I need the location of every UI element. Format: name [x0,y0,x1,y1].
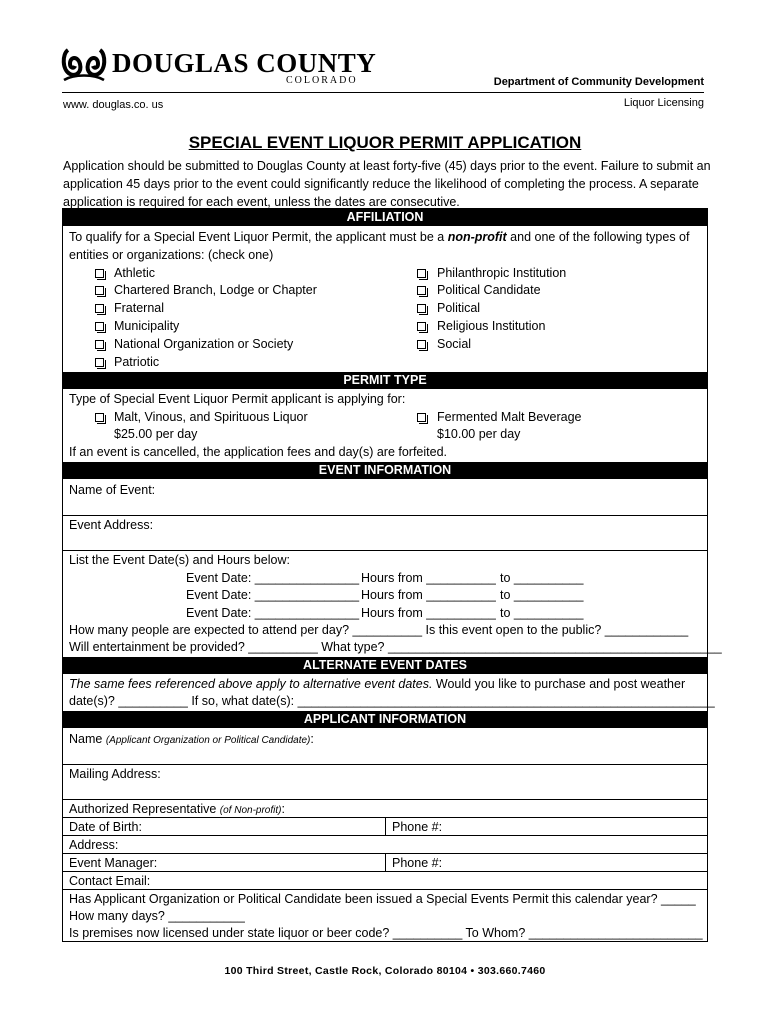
alternate-dates-question[interactable]: date(s)? __________ If so, what date(s): ____________________________________________________________ [69,694,715,708]
permit-cancel-note: If an event is cancelled, the application fees and day(s) are forfeited. [69,445,448,459]
option-political: Political [437,301,481,315]
checkbox-municipality[interactable] [95,322,104,331]
event-info-heading: EVENT INFORMATION [63,462,707,479]
authorized-rep-field[interactable]: Authorized Representative (of Non-profit): [69,802,285,816]
column-divider [385,853,386,871]
checkbox-patriotic[interactable] [95,358,104,367]
option-philanthropic: Philanthropic Institution [437,266,567,280]
permit-option-fermented-malt: Fermented Malt Beverage [437,410,582,424]
checkbox-philanthropic[interactable] [417,269,426,278]
mailing-address-field[interactable]: Mailing Address: [69,767,161,781]
event-date-field-2[interactable]: Event Date: _______________ [186,588,360,602]
application-form [62,208,722,942]
checkbox-malt-vinous-spirituous[interactable] [95,413,104,422]
intro-paragraph: Application should be submitted to Douglas County at least forty-five (45) days prior to the event. Failure to submit an application 45 days prior to the event could significantly reduce the likelihood of completing the process. A separate application is required for each event, unless the dates are consecutive. [63,159,711,209]
option-patriotic: Patriotic [114,355,160,369]
dob-field[interactable]: Date of Birth: [69,820,142,834]
alternate-dates-heading: ALTERNATE EVENT DATES [63,657,707,674]
county-logo-icon [60,44,108,84]
checkbox-religious[interactable] [417,322,426,331]
checkbox-political[interactable] [417,304,426,313]
affiliation-text-line2: entities or organizations: (check one) [69,248,274,262]
affiliation-text: To qualify for a Special Event Liquor Permit, the applicant must be a non-profit and one of the following types of [69,230,690,244]
checkbox-political-candidate[interactable] [417,286,426,295]
event-hours-from-1[interactable]: Hours from __________ [361,571,496,585]
applicant-info-heading: APPLICANT INFORMATION [63,711,707,728]
division-name: Liquor Licensing [623,97,704,109]
page-title: SPECIAL EVENT LIQUOR PERMIT APPLICATION [188,133,582,152]
department-name: Department of Community Development [493,76,704,88]
divider [63,835,707,836]
logo-name: DOUGLAS COUNTY [112,48,377,78]
premises-question[interactable]: Is premises now licensed under state liquor or beer code? __________ To Whom? _________________________ [69,926,703,940]
permit-type-prompt: Type of Special Event Liquor Permit applicant is applying for: [69,392,406,406]
event-date-field-1[interactable]: Event Date: _______________ [186,571,360,585]
phone-field-1[interactable]: Phone #: [392,820,443,834]
checkbox-national-org[interactable] [95,340,104,349]
checkbox-chartered[interactable] [95,286,104,295]
permit-issued-question[interactable]: Has Applicant Organization or Political Candidate been issued a Special Events Permit this calendar year? _____ [69,892,696,906]
contact-email-field[interactable]: Contact Email: [69,874,151,888]
event-name-field[interactable]: Name of Event: [69,483,156,497]
rep-address-field[interactable]: Address: [69,838,119,852]
checkbox-fraternal[interactable] [95,304,104,313]
logo-subtitle: COLORADO [286,75,358,86]
permit-type-heading: PERMIT TYPE [63,372,707,389]
divider [63,871,707,872]
event-dates-label: List the Event Date(s) and Hours below: [69,553,290,567]
divider [63,515,707,516]
affiliation-heading: AFFILIATION [63,209,707,226]
event-hours-from-3[interactable]: Hours from __________ [361,606,496,620]
event-manager-field[interactable]: Event Manager: [69,856,158,870]
website: www. douglas.co. us [63,99,164,111]
event-date-field-3[interactable]: Event Date: _______________ [186,606,360,620]
event-hours-from-2[interactable]: Hours from __________ [361,588,496,602]
entertainment-question[interactable]: Will entertainment be provided? __________ What type? ________________________________________________ [69,640,722,654]
permit-fee-malt-vinous: $25.00 per day [114,427,198,441]
event-hours-to-3[interactable]: to __________ [500,606,584,620]
attendance-question[interactable]: How many people are expected to attend per day? __________ Is this event open to the public? ____________ [69,623,689,637]
option-religious: Religious Institution [437,319,546,333]
days-question[interactable]: How many days? ___________ [69,909,245,923]
footer-address: 100 Third Street, Castle Rock, Colorado 80104 • 303.660.7460 [224,965,546,977]
option-fraternal: Fraternal [114,301,165,315]
checkbox-athletic[interactable] [95,269,104,278]
event-hours-to-1[interactable]: to __________ [500,571,584,585]
header-divider [62,92,704,93]
event-hours-to-2[interactable]: to __________ [500,588,584,602]
alternate-dates-text: The same fees referenced above apply to alternative event dates. Would you like to purchase and post weather [69,677,686,691]
option-chartered: Chartered Branch, Lodge or Chapter [114,283,317,297]
permit-option-malt-vinous: Malt, Vinous, and Spirituous Liquor [114,410,308,424]
option-political-candidate: Political Candidate [437,283,541,297]
phone-field-2[interactable]: Phone #: [392,856,443,870]
checkbox-social[interactable] [417,340,426,349]
option-national-org: National Organization or Society [114,337,294,351]
option-social: Social [437,337,472,351]
applicant-name-field[interactable]: Name (Applicant Organization or Political Candidate): [69,732,314,746]
event-address-field[interactable]: Event Address: [69,518,154,532]
county-logo [60,44,377,88]
option-athletic: Athletic [114,266,155,280]
permit-fee-fermented-malt: $10.00 per day [437,427,521,441]
column-divider [385,817,386,835]
checkbox-fermented-malt[interactable] [417,413,426,422]
option-municipality: Municipality [114,319,180,333]
